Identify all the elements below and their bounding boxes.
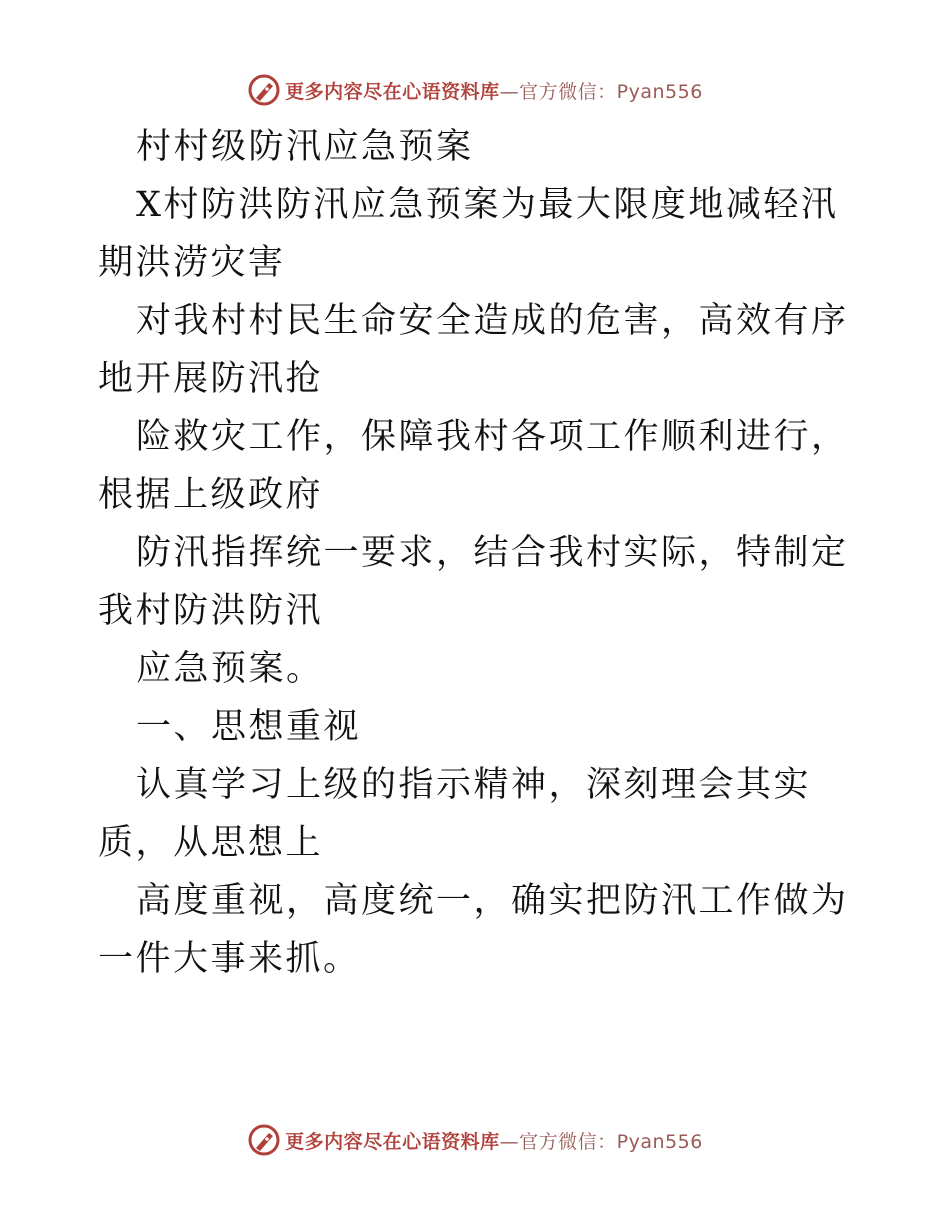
header-banner xyxy=(0,70,950,110)
paragraph: 高度重视，高度统一，确实把防汛工作做为一件大事来抓。 xyxy=(98,881,849,979)
document-body xyxy=(98,118,858,988)
pen-nib-logo-icon xyxy=(247,1123,281,1157)
banner-text-sub: —官方微信：Pyan556 xyxy=(499,80,703,103)
banner-text xyxy=(285,77,703,104)
document-title: 村村级防汛应急预案 xyxy=(136,127,474,167)
banner-text-main: 更多内容尽在心语资料库 xyxy=(285,1130,500,1153)
paragraph: X村防洪防汛应急预案为最大限度地减轻汛期洪涝灾害 xyxy=(98,185,839,283)
pen-nib-logo-icon xyxy=(247,73,281,107)
banner-text-main: 更多内容尽在心语资料库 xyxy=(285,80,500,103)
banner-text xyxy=(285,1127,703,1154)
section-heading: 一、思想重视 xyxy=(136,707,362,747)
footer-banner xyxy=(0,1120,950,1160)
paragraph: 应急预案。 xyxy=(136,649,324,689)
paragraph: 防汛指挥统一要求，结合我村实际，特制定我村防洪防汛 xyxy=(98,533,849,631)
paragraph: 认真学习上级的指示精神，深刻理会其实质，从思想上 xyxy=(98,765,812,863)
paragraph: 险救灾工作，保障我村各项工作顺利进行，根据上级政府 xyxy=(98,417,849,515)
banner-text-sub: —官方微信：Pyan556 xyxy=(499,1130,703,1153)
paragraph: 对我村村民生命安全造成的危害，高效有序地开展防汛抢 xyxy=(98,301,849,399)
